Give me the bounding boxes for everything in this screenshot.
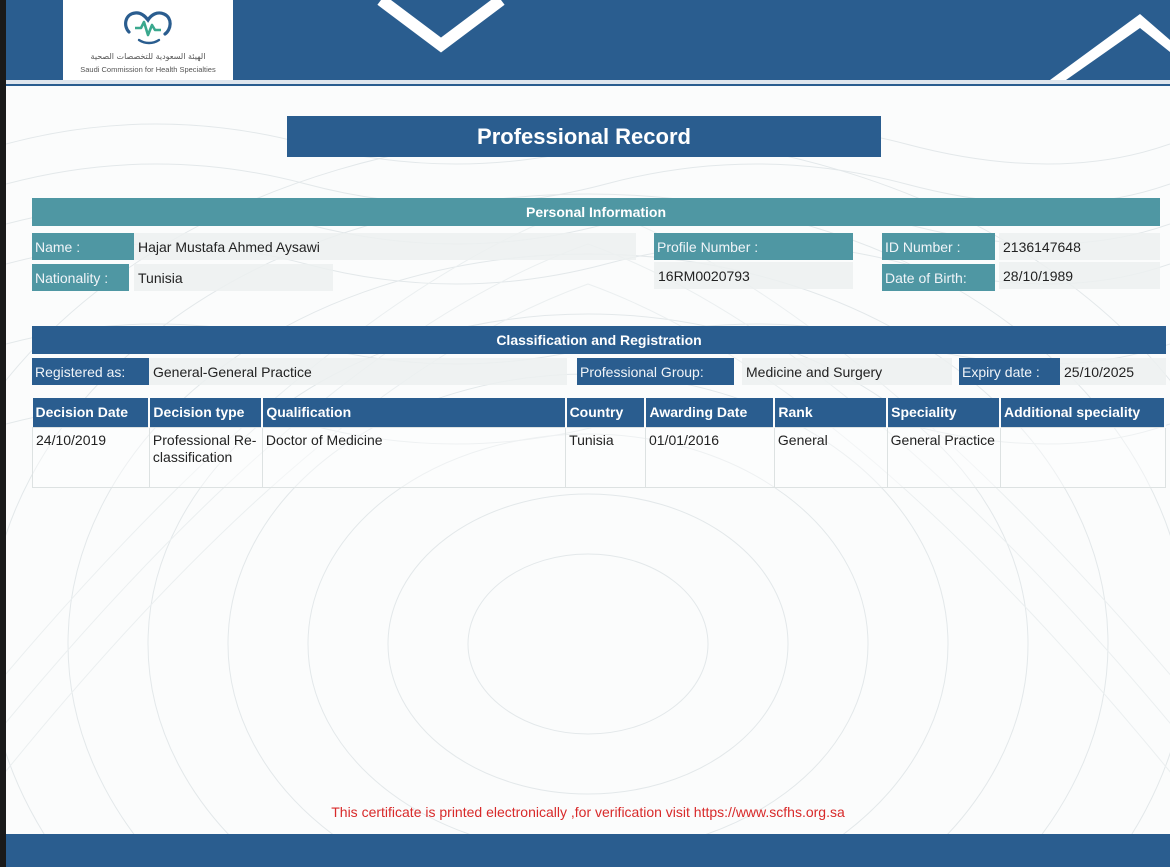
cell-qualification: Doctor of Medicine [262, 427, 565, 487]
profile-number-value: 16RM0020793 [654, 262, 853, 289]
col-speciality: Speciality [887, 398, 1000, 427]
id-number-value: 2136147648 [999, 233, 1160, 260]
date-of-birth-value: 28/10/1989 [999, 262, 1160, 289]
logo-english-text: Saudi Commission for Health Specialties [80, 65, 216, 74]
header-rule-thin [6, 84, 1170, 86]
verification-note: This certificate is printed electronically ,for verification visit https://www.scfhs.org.sa [331, 804, 845, 820]
cell-rank: General [774, 427, 887, 487]
table-header-row [33, 398, 1166, 427]
cell-awarding-date: 01/01/2016 [645, 427, 774, 487]
cell-decision-type: Professional Re-classification [149, 427, 262, 487]
registered-as-value: General-General Practice [149, 358, 567, 385]
col-decision-date: Decision Date [33, 398, 150, 427]
profile-number-label: Profile Number : [654, 233, 853, 260]
table-row [33, 427, 1166, 487]
col-country: Country [566, 398, 646, 427]
col-decision-type: Decision type [149, 398, 262, 427]
col-rank: Rank [774, 398, 887, 427]
col-awarding-date: Awarding Date [645, 398, 774, 427]
cell-speciality: General Practice [887, 427, 1000, 487]
professional-group-value: Medicine and Surgery [742, 358, 952, 385]
professional-group-label: Professional Group: [577, 358, 734, 385]
decision-table [32, 398, 1166, 488]
registered-as-label: Registered as: [32, 358, 149, 385]
footer-bar [6, 834, 1170, 867]
expiry-date-label: Expiry date : [959, 358, 1060, 385]
col-qualification: Qualification [262, 398, 565, 427]
scfhs-logo [63, 0, 233, 80]
id-number-label: ID Number : [882, 233, 995, 260]
cell-additional-speciality [1000, 427, 1165, 487]
expiry-date-value: 25/10/2025 [1060, 358, 1166, 385]
cell-country: Tunisia [566, 427, 646, 487]
personal-info-header: Personal Information [32, 198, 1160, 226]
heart-pulse-logo-icon [121, 6, 175, 46]
name-label: Name : [32, 233, 134, 260]
cell-decision-date: 24/10/2019 [33, 427, 150, 487]
classification-header: Classification and Registration [32, 326, 1166, 354]
date-of-birth-label: Date of Birth: [882, 264, 995, 291]
nationality-value: Tunisia [134, 264, 333, 291]
nationality-label: Nationality : [32, 264, 129, 291]
col-additional-speciality: Additional speciality [1000, 398, 1165, 427]
logo-arabic-text: الهيئة السعودية للتخصصات الصحية [90, 52, 206, 61]
document-title: Professional Record [287, 116, 881, 157]
certificate-page [6, 0, 1170, 867]
name-value: Hajar Mustafa Ahmed Aysawi [134, 233, 636, 260]
